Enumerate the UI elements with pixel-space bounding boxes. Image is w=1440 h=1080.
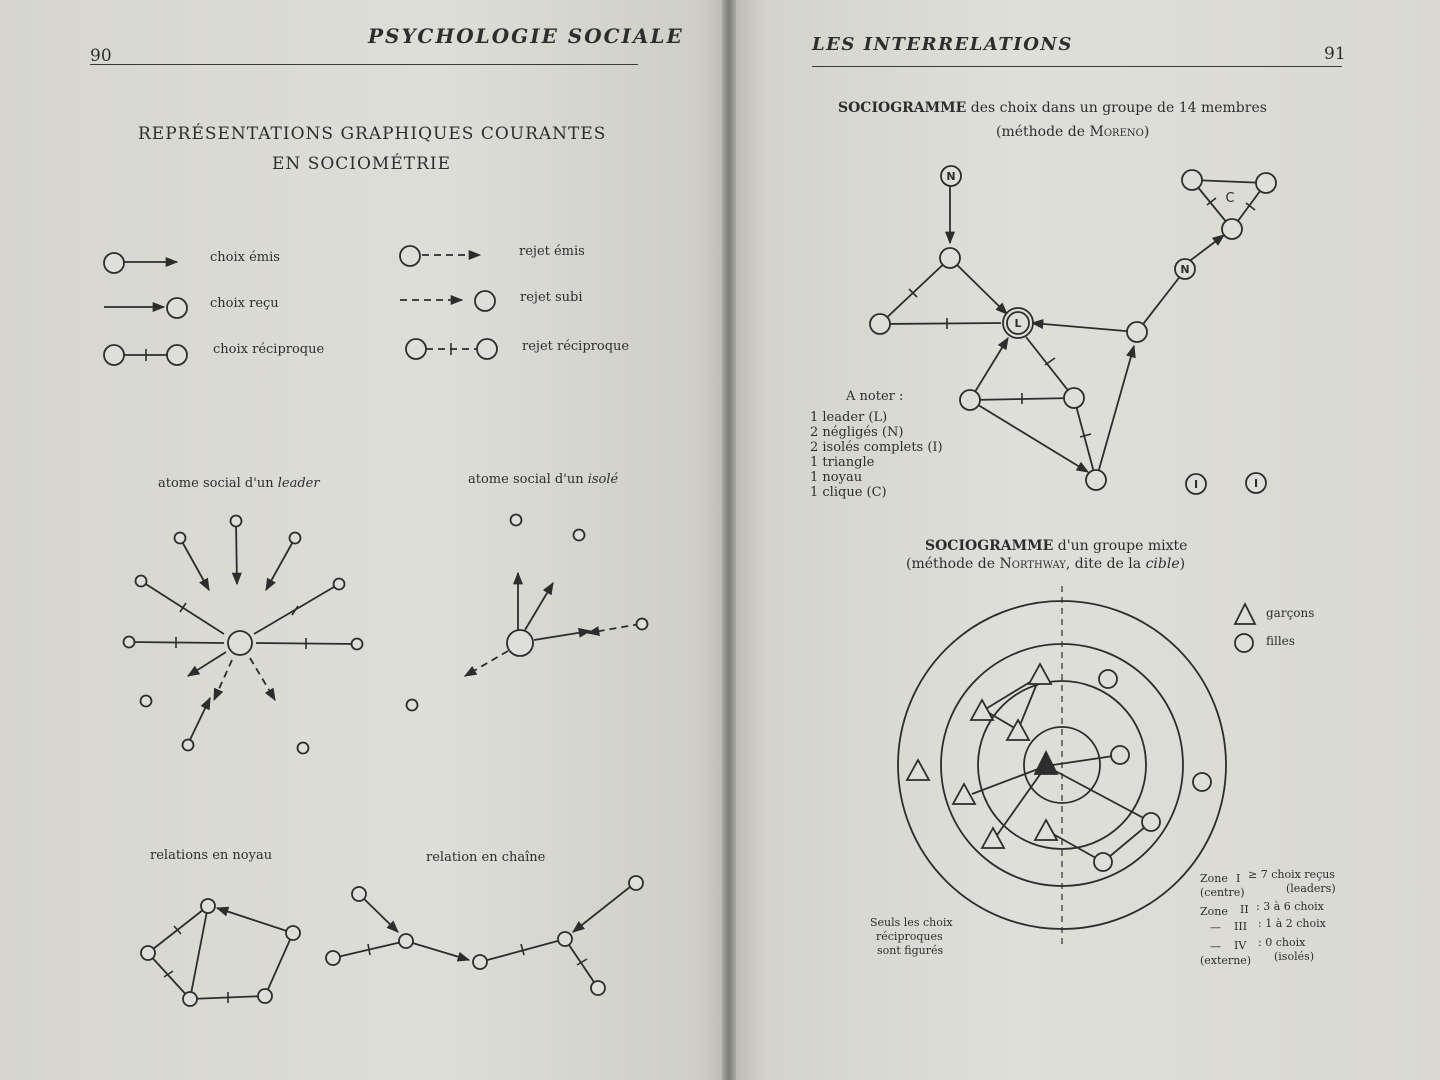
running-head-right: LES INTERRELATIONS — [812, 34, 1073, 55]
legend-choix-emis: choix émis — [210, 250, 280, 265]
figure-title-line2: EN SOCIOMÉTRIE — [272, 154, 452, 174]
central-leader-triangle — [1035, 752, 1057, 774]
legend-symbol-rejet-subi — [400, 291, 495, 311]
caption-noyau: relations en noyau — [150, 848, 273, 863]
sociogram1-subtitle-prefix: (méthode de — [996, 124, 1086, 140]
note-line: 1 triangle — [810, 455, 875, 470]
legend-girls-label: filles — [1266, 634, 1295, 648]
label-n2: N — [1180, 263, 1190, 276]
label-c: C — [1225, 191, 1235, 206]
zone-row-label: — — [1210, 921, 1221, 934]
target-edges — [972, 676, 1151, 862]
page-number-left: 90 — [90, 46, 112, 66]
legend-boys-label: garçons — [1266, 606, 1315, 620]
atome-isole-diagram — [407, 515, 648, 711]
legend-rejet-subi: rejet subi — [520, 290, 583, 305]
page-number-right: 91 — [1324, 44, 1346, 64]
sociogram1-edges — [880, 180, 1266, 480]
target-nodes — [907, 664, 1211, 871]
sociogram1-title-bold: SOCIOGRAMME — [838, 100, 967, 116]
sociogram2-subtitle-word: cible — [1145, 556, 1180, 572]
legend-symbol-choix-recu — [104, 298, 187, 318]
zone-row-roman: I — [1236, 872, 1241, 885]
legend-choix-recu: choix reçu — [210, 296, 279, 311]
sociogram1-subtitle-name: Moreno — [1089, 124, 1144, 140]
zone-row-label: Zone — [1200, 872, 1228, 885]
caption-atome-leader-prefix: atome social d'un — [158, 476, 274, 491]
footnote-line: réciproques — [876, 930, 943, 943]
sociogram2-subtitle-suffix: ) — [1179, 556, 1186, 572]
legend-symbol-rejet-reciproque — [406, 339, 497, 359]
legend-symbol-rejet-emis — [400, 246, 480, 266]
caption-atome-isole-word: isolé — [587, 472, 619, 487]
running-head-left: PSYCHOLOGIE SOCIALE — [368, 24, 684, 48]
note-line: 2 isolés complets (I) — [810, 440, 943, 455]
note-line: 2 négligés (N) — [810, 425, 904, 440]
sociogram2-subtitle-prefix: (méthode de — [906, 556, 996, 572]
sociogram1-title-rest: des choix dans un groupe de 14 membres — [970, 100, 1267, 116]
caption-atome-isole-prefix: atome social d'un — [468, 472, 584, 487]
footnote-line: Seuls les choix — [870, 916, 953, 929]
label-i1: I — [1193, 478, 1199, 491]
girls-circle-icon — [1235, 634, 1253, 652]
zone-row-label: — — [1210, 940, 1221, 953]
zone-row-desc: ≥ 7 choix reçus — [1248, 868, 1335, 881]
legend-choix-reciproque: choix réciproque — [213, 342, 325, 357]
sociogram2-subtitle-mid: , dite de la — [1065, 556, 1142, 572]
zone-row-roman: IV — [1234, 939, 1247, 952]
legend-symbol-choix-emis — [104, 253, 177, 273]
figure-title-line1: REPRÉSENTATIONS GRAPHIQUES COURANTES — [138, 124, 607, 144]
caption-chaine: relation en chaîne — [426, 850, 546, 865]
boys-triangle-icon — [1235, 604, 1255, 624]
sociogram1-node-labels — [946, 170, 1258, 491]
zone-row-label: (centre) — [1200, 886, 1245, 899]
zone-row-roman: III — [1234, 920, 1248, 933]
zone-row-desc: (leaders) — [1286, 882, 1336, 895]
sociogram2-title-rest: d'un groupe mixte — [1057, 538, 1188, 554]
caption-atome-leader-word: leader — [277, 476, 320, 491]
target-rings — [898, 586, 1226, 948]
zone-row-roman: II — [1240, 903, 1249, 916]
sociogram1-nodes — [870, 166, 1276, 494]
note-line: 1 noyau — [810, 470, 863, 485]
zone-row-label: (externe) — [1200, 954, 1252, 967]
legend-symbol-choix-reciproque — [104, 345, 187, 365]
legend-rejet-reciproque: rejet réciproque — [522, 339, 630, 354]
sociogram2-subtitle-name: Northway — [999, 556, 1066, 572]
label-l: L — [1014, 317, 1022, 330]
noyau-diagram — [141, 899, 300, 1006]
zone-row-desc: : 3 à 6 choix — [1256, 900, 1324, 913]
note-line: 1 leader (L) — [810, 410, 888, 425]
note-line: 1 clique (C) — [810, 485, 887, 500]
zone-row-desc: : 1 à 2 choix — [1258, 917, 1326, 930]
notes-heading: A noter : — [846, 389, 904, 404]
zone-row-label: Zone — [1200, 905, 1228, 918]
chaine-diagram — [326, 876, 643, 995]
zone-row-desc: (isolés) — [1274, 950, 1315, 963]
sociogram2-title-bold: SOCIOGRAMME — [925, 538, 1054, 554]
zone-row-desc: : 0 choix — [1258, 936, 1306, 949]
footnote-line: sont figurés — [877, 944, 944, 957]
label-i2: I — [1253, 477, 1259, 490]
legend-rejet-emis: rejet émis — [519, 244, 585, 259]
target-legend-symbols — [1235, 604, 1255, 652]
atome-leader-diagram — [124, 516, 363, 754]
sociogram1-subtitle-suffix: ) — [1143, 124, 1150, 140]
label-n1: N — [946, 170, 956, 183]
